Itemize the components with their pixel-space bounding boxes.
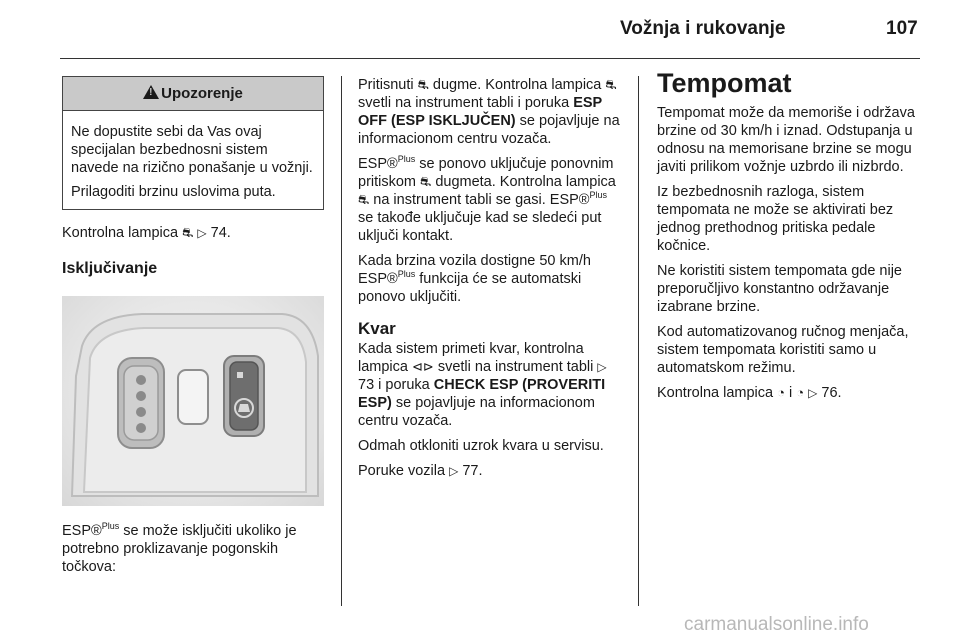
column-divider xyxy=(638,76,639,606)
warning-header xyxy=(63,77,323,111)
column-2 xyxy=(358,76,620,487)
lamp-ref-text: Kontrolna lampica xyxy=(62,225,179,241)
paragraph: Iz bezbednosnih razloga, sistem tempomata ne može se aktivirati bez jednog prethodnog pritiska pedale kočnice. xyxy=(657,184,894,254)
triangle-ref-icon: ▷ xyxy=(197,226,207,240)
paragraph xyxy=(358,252,620,306)
running-header-title: Vožnja i rukovanje xyxy=(620,18,786,39)
text: ESP® xyxy=(358,156,398,172)
paragraph xyxy=(358,340,620,430)
triangle-ref-icon: ▷ xyxy=(597,360,607,374)
text: se pojavljuje na informacionom centru vozača. xyxy=(358,113,620,147)
text: dugmeta. Kontrolna lampica xyxy=(435,174,616,190)
text: se ponovo uključuje ponovnim pritiskom xyxy=(358,156,614,190)
paragraph xyxy=(657,384,922,402)
warning-text: Prilagoditi brzinu uslovima puta. xyxy=(71,184,276,200)
text: dugme. Kontrolna lampica xyxy=(432,77,602,93)
skid-car-icon: ⛐ xyxy=(420,174,432,189)
triangle-ref-icon: ▷ xyxy=(449,464,459,478)
text: funkcija će se automatski ponovo uključiti. xyxy=(358,271,582,305)
text: Pritisnuti xyxy=(358,77,414,93)
text: i xyxy=(789,385,793,401)
esp-plus-superscript: Plus xyxy=(101,521,120,532)
warning-box xyxy=(62,76,324,210)
message-text: CHECK ESP (PROVERITI ESP) xyxy=(358,377,606,411)
esp-disable-body: se može isključiti ukoliko je potrebno proklizavanje pogonskih točkova: xyxy=(62,523,297,575)
skid-car-icon: ⛐ xyxy=(417,77,429,92)
paragraph: Ne koristiti sistem tempomata gde nije preporučljivo konstantno održavanje izabrane brzine. xyxy=(657,263,902,315)
skid-car-icon: ⛐ xyxy=(358,192,370,207)
esp-fault-icon: ⊲⊳ xyxy=(412,359,434,374)
text: Kada sistem primeti kvar, kontrolna lampica xyxy=(358,341,584,375)
esp-disable-text xyxy=(62,522,324,576)
text: svetli na instrument tabli i poruka xyxy=(358,95,570,111)
triangle-ref-icon: ▷ xyxy=(808,386,818,400)
text: svetli na instrument tabli xyxy=(437,359,594,375)
section-heading: Tempomat xyxy=(657,68,792,98)
speedometer-icon: ◔ xyxy=(777,385,785,400)
esp-plus-superscript: Plus xyxy=(589,190,607,201)
text: se takođe uključuje kad se sledeći put uključi kontakt. xyxy=(358,210,602,244)
watermark: carmanualsonline.info xyxy=(684,614,869,635)
message-text: ESP OFF (ESP ISKLJUČEN) xyxy=(358,95,602,129)
esp-label: ESP® xyxy=(62,523,102,539)
warning-text: Ne dopustite sebi da Vas ovaj specijalan bezbednosni sistem navede na rizično ponašanje u vožnji. xyxy=(71,124,313,176)
text: se pojavljuje na informacionom centru vozača. xyxy=(358,395,595,429)
text: 73 i poruka xyxy=(358,377,430,393)
header-divider xyxy=(60,58,920,59)
paragraph xyxy=(358,462,620,480)
warning-title: Upozorenje xyxy=(161,85,243,102)
warning-body xyxy=(63,111,323,209)
section-heading: Isključivanje xyxy=(62,260,158,277)
text: na instrument tabli se gasi. ESP® xyxy=(373,192,590,208)
column-3 xyxy=(657,68,922,409)
paragraph: Tempomat može da memoriše i održava brzine od 30 km/h i iznad. Odstupanja u odnosu na memorisane brzine se mogu javiti prilikom vožnje uzbrdo ili nizbrdo. xyxy=(657,105,915,175)
paragraph xyxy=(358,76,620,148)
skid-car-icon: ⛐ xyxy=(605,77,617,92)
esp-plus-superscript: Plus xyxy=(397,269,416,280)
warning-triangle-icon xyxy=(143,85,159,99)
lamp-ref-page: 74. xyxy=(210,225,231,241)
text: Kontrolna lampica xyxy=(657,385,774,401)
esp-plus-superscript: Plus xyxy=(397,154,416,165)
skid-car-icon: ⛐ xyxy=(182,225,194,240)
column-1 xyxy=(62,76,324,583)
text: Kada brzina vozila dostigne 50 km/h ESP® xyxy=(358,253,591,287)
section-heading: Kvar xyxy=(358,319,396,338)
paragraph: Kod automatizovanog ručnog menjača, sistem tempomata koristiti samo u automatskom režimu. xyxy=(657,324,909,376)
page-number: 107 xyxy=(886,18,918,39)
column-divider xyxy=(341,76,342,606)
esp-switch-illustration xyxy=(62,296,324,506)
text: 77. xyxy=(462,463,483,479)
paragraph xyxy=(358,155,620,245)
lamp-reference xyxy=(62,224,324,242)
switch-panel-drawing xyxy=(62,296,324,506)
text: Poruke vozila xyxy=(358,463,446,479)
paragraph: Odmah otkloniti uzrok kvara u servisu. xyxy=(358,438,604,454)
speedometer-icon: ◔ xyxy=(796,385,805,400)
text: 76. xyxy=(821,385,842,401)
